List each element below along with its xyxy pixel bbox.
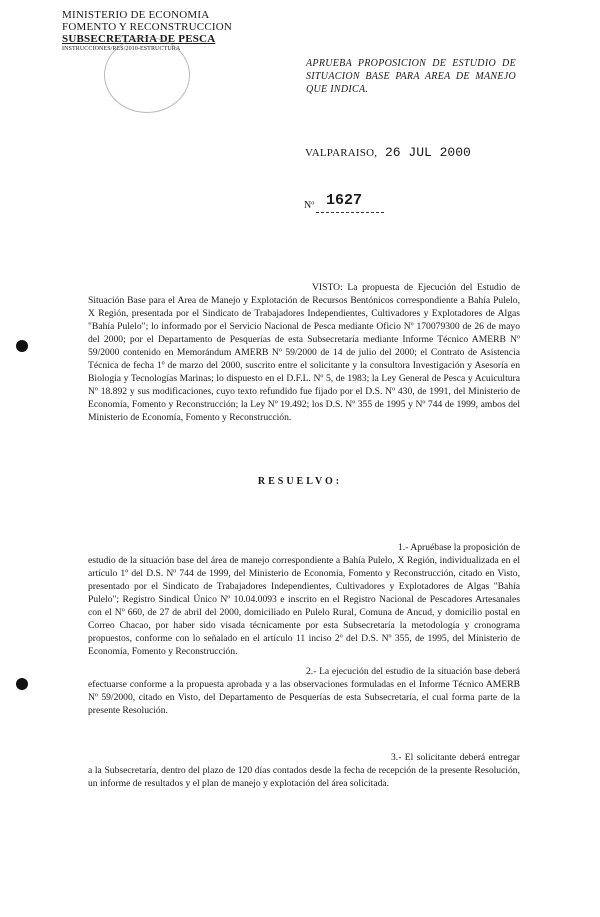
resolution-summary: APRUEBA PROPOSICION DE ESTUDIO DE SITUACION BASE PARA AREA DE MANEJO QUE INDICA. (306, 58, 516, 95)
dateline-place: VALPARAISO, (305, 147, 378, 159)
number-underline (316, 212, 384, 213)
dateline-date: 26 JUL 2000 (385, 145, 471, 160)
resolution-item-1: 1.- Apruébase la proposición de estudio de la situación base del área de manejo correspondiente a Bahía Pulelo, X Región, individualizada en el artículo 1º del D.S. Nº 744 de 1999, del Ministerio de Economía, Fomento y Reconstrucción, citado en Visto, presentado por el Sindicato de Trabajadores Independientes, Cultivadores y Explotadores de Algas "Bahía Pulelo"; Registro Sindical Único Nº 10.04.0093 e inscrito en el Registro Nacional de Pescadores Artesanales con el Nº 660, de 27 de abril del 2000, domiciliado en Pulelo Rural, Comuna de Ancud, y domicilio postal en Correo Chacao, por haber sido visada técnicamente por esta Subsecretaría la metodología y cronograma propuestos, conforme con lo señalado en el artículo 11 inciso 2º del D.S. Nº 355, de 1995, del Ministerio de Economía, Fomento y Reconstrucción. (88, 542, 520, 657)
ministry-subline: FOMENTO Y RECONSTRUCCION (62, 21, 233, 33)
reference-line: INSTRUCCIONES/RES/2010-ESTRUCTURA (62, 46, 181, 52)
visto-paragraph: VISTO: La propuesta de Ejecución del Estudio de Situación Base para el Area de Manejo y Explotación de Recursos Bentónicos correspondiente a Bahía Pulelo, X Región, presentada por el Sindicato de Trabajadores Independientes, Cultivadores y Explotadores de Algas "Bahía Pulelo"; lo informado por el Servicio Nacional de Pesca mediante Oficio Nº 170079300 de 26 de mayo del 2000; por el Departamento de Pesquerías de esta Subsecretaría mediante Informe Técnico AMERB Nº 59/2000 contenido en Memorándum AMERB Nº 59/2000 de 14 de julio del 2000; el Contrato de Asistencia Técnica de fecha 1º de marzo del 2000, suscrito entre el solicitante y la consultora Investigación y Asesoría en Biología y Tecnologías Marinas; lo dispuesto en el D.F.L. Nº 5, de 1983; la Ley General de Pesca y Acuicultura Nº 18.892 y sus modificaciones, cuyo texto refundido fue fijado por el D.S. Nº 430, de 1991, del Ministerio de Economía, Fomento y Reconstrucción; la Ley Nº 19.492; los D.S. Nº 355 de 1995 y Nº 744 de 1999, ambos del Ministerio de Economía, Fomento y Reconstrucción. (88, 282, 520, 423)
ministry-line: MINISTERIO DE ECONOMIA (62, 9, 210, 21)
number-value: 1627 (326, 192, 363, 209)
resolution-item-3: 3.- El solicitante deberá entregar a la Subsecretaría, dentro del plazo de 120 días contados desde la fecha de recepción de la presente Resolución, un informe de resultados y el plan de manejo y explotación del área solicitada. (88, 752, 520, 789)
punch-hole-bottom (16, 678, 28, 690)
official-seal (104, 37, 190, 113)
punch-hole-top (16, 340, 28, 352)
resolution-number (304, 192, 363, 211)
resuelvo-heading: RESUELVO: (257, 476, 343, 487)
subsecretaria-line: SUBSECRETARIA DE PESCA (62, 33, 216, 45)
number-prefix: Nº (304, 200, 315, 211)
dateline (305, 145, 471, 160)
resolution-item-2: 2.- La ejecución del estudio de la situación base deberá efectuarse conforme a la propuesta aprobada y a las observaciones formuladas en el Informe Técnico AMERB Nº 59/2000, citado en Visto, del Departamento de Pesquerías de esta Subsecretaría, el cual forma parte de la presente Resolución. (88, 666, 520, 716)
